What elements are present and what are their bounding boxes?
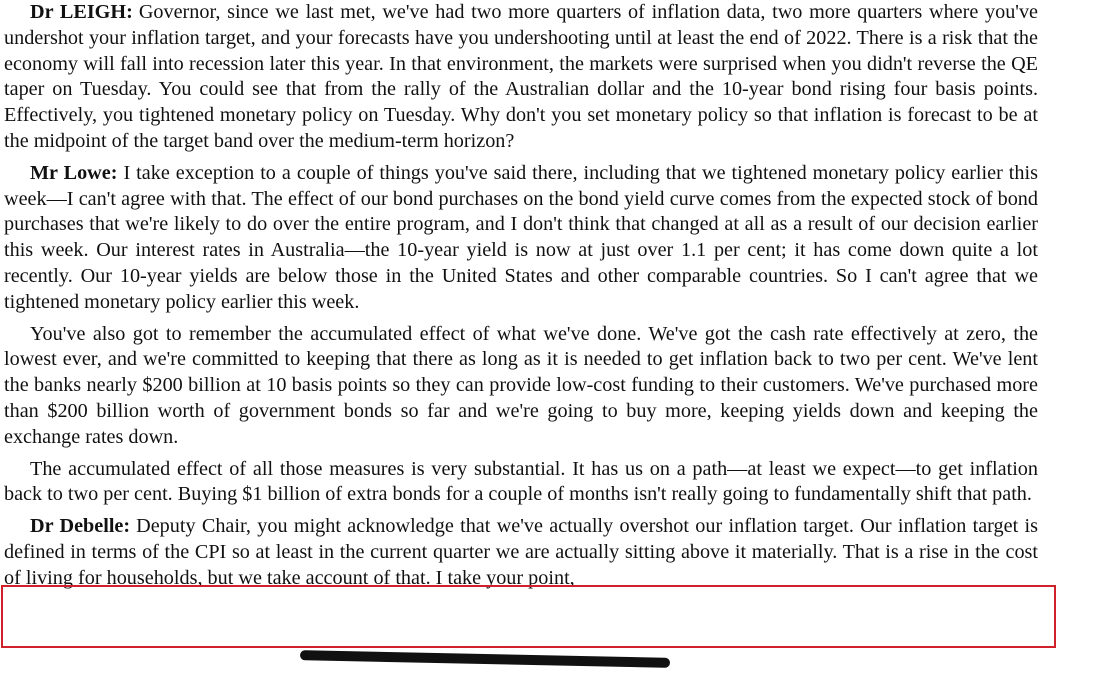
paragraph-lowe-answer (4, 161, 1038, 316)
paragraph-leigh-question (4, 0, 1038, 155)
redaction-strike (300, 650, 670, 668)
paragraph-lowe-continued-1 (4, 322, 1038, 451)
speaker-name: Mr Lowe: (30, 161, 118, 184)
paragraph-text: I take exception to a couple of things you've said there, including that we tightened monetary policy earlier this week—I can't agree with that. The effect of our bond purchases on the bond yield curve comes from the expected stock of bond purchases that we're likely to do over the entire program, and I don't think that changed at all as a result of our decision earlier this week. Our interest rates in Australia—the 10-year yield is now at just over 1.1 per cent; it has come down quite a lot recently. Our 10-year yields are below those in the United States and other comparable countries. So I can't agree that we tightened monetary policy earlier this week. (4, 161, 1038, 313)
paragraph-debelle (4, 514, 1038, 591)
paragraph-text: Deputy Chair, you might acknowledge that we've actually overshot our inflation target. Our inflation target is defined in terms of the CPI so at least in the current quarter we are actually sitting above it materially. That is a rise in the cost of living for households, but we take account of that. I take your point, (4, 515, 1038, 589)
speaker-name: Dr LEIGH: (30, 1, 133, 23)
transcript-body (4, 0, 1038, 592)
highlight-box (1, 585, 1056, 648)
paragraph-text: The accumulated effect of all those measures is very substantial. It has us on a path—at least we expect—to get inflation back to two per cent. Buying $1 billion of extra bonds for a couple of months isn't really going to fundamentally shift that path. (4, 457, 1038, 506)
speaker-name: Dr Debelle: (30, 515, 131, 538)
paragraph-text: Governor, since we last met, we've had two more quarters of inflation data, two more quarters where you've undershot your inflation target, and your forecasts have you undershooting until at least the end of 2022. There is a risk that the economy will fall into recession later this year. In that environment, the markets were surprised when you didn't reverse the QE taper on Tuesday. You could see that from the rally of the Australian dollar and the 10-year bond rising four basis points. Effectively, you tightened monetary policy on Tuesday. Why don't you set monetary policy so that inflation is forecast to be at the midpoint of the target band over the medium-term horizon? (4, 1, 1039, 152)
paragraph-text: You've also got to remember the accumulated effect of what we've done. We've got the cash rate effectively at zero, the lowest ever, and we're committed to keeping that there as long as it is needed to get inflation back to two per cent. We've lent the banks nearly $200 billion at 10 basis points so they can provide low-cost funding to their customers. We've purchased more than $200 billion worth of government bonds so far and we're going to buy more, keeping yields down and keeping the exchange rates down. (4, 322, 1038, 448)
paragraph-lowe-continued-2 (4, 457, 1038, 509)
